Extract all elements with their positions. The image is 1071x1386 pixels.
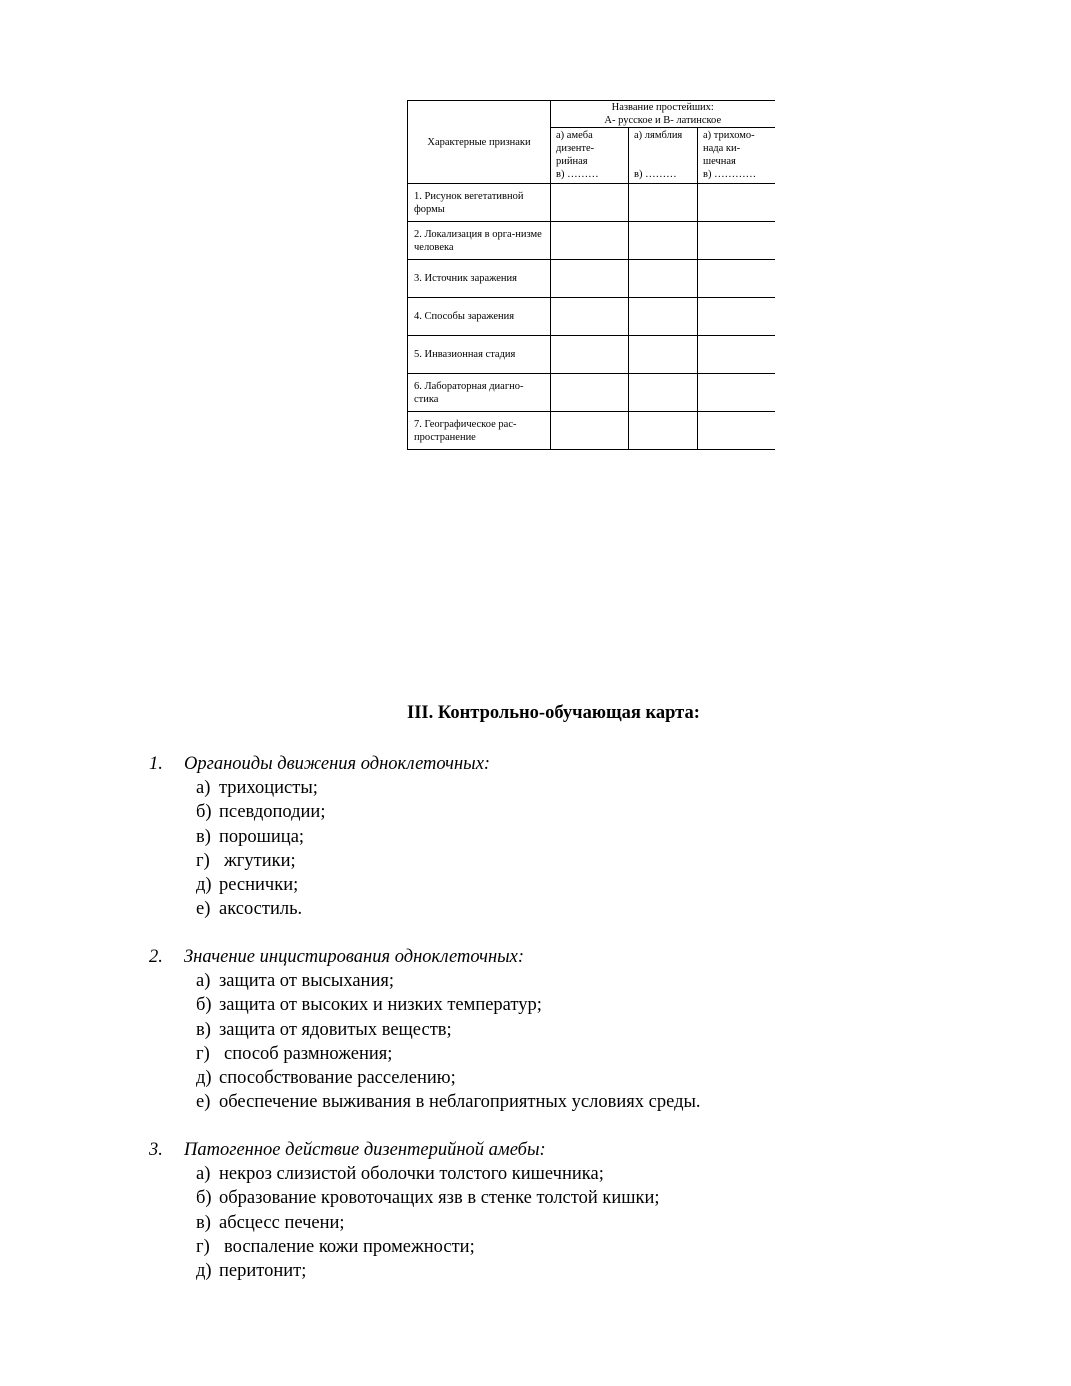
answer-cell[interactable]: [698, 374, 775, 412]
answer-option[interactable]: [149, 1042, 1029, 1066]
option-text: трихоцисты;: [219, 778, 318, 799]
option-text: перитонит;: [219, 1261, 307, 1282]
answer-cell[interactable]: [629, 298, 698, 336]
answer-option[interactable]: [149, 849, 1029, 873]
column-latin-blank: в) ………: [556, 169, 599, 180]
column-label: рийная: [556, 156, 588, 167]
group-header-line1: Название простейших:: [611, 102, 714, 113]
option-text: защита от ядовитых веществ;: [219, 1019, 452, 1040]
answer-option[interactable]: [149, 776, 1029, 800]
features-header: Характерные признаки: [427, 136, 531, 148]
answer-cell[interactable]: [629, 336, 698, 374]
answer-cell[interactable]: [551, 374, 629, 412]
answer-option[interactable]: [149, 1090, 1029, 1114]
option-letter: в): [196, 1212, 211, 1233]
row-label: 7. Географическое рас-пространение: [408, 412, 551, 450]
table-row: [408, 412, 775, 450]
answer-cell[interactable]: [551, 184, 629, 222]
option-text: образование кровоточащих язв в стенке толстой кишки;: [219, 1188, 660, 1209]
answer-cell[interactable]: [551, 298, 629, 336]
answer-cell[interactable]: [698, 222, 775, 260]
answer-cell[interactable]: [629, 222, 698, 260]
option-text: абсцесс печени;: [219, 1212, 345, 1233]
column-label: а) амеба: [556, 130, 593, 141]
question-number: 2.: [149, 947, 163, 967]
question-stem: [149, 752, 1029, 776]
option-letter: д): [196, 1068, 212, 1089]
option-text: псевдоподии;: [219, 802, 326, 823]
option-text: защита от высоких и низких температур;: [219, 995, 542, 1016]
table-row: [408, 298, 775, 336]
option-letter: д): [196, 1261, 212, 1282]
option-letter: г): [196, 1236, 210, 1257]
group-header-cell: [551, 101, 775, 128]
question-3: [149, 1138, 1029, 1283]
option-letter: е): [196, 1092, 211, 1113]
column-latin-blank: в) ………: [634, 169, 677, 180]
answer-cell[interactable]: [551, 336, 629, 374]
answer-cell[interactable]: [629, 412, 698, 450]
row-label: 3. Источник заражения: [408, 260, 551, 298]
answer-option[interactable]: [149, 873, 1029, 897]
option-text: аксостиль.: [219, 899, 303, 920]
option-letter: в): [196, 1019, 211, 1040]
table-row: [408, 184, 775, 222]
option-text: обеспечение выживания в неблагоприятных условиях среды.: [219, 1092, 701, 1113]
answer-option[interactable]: [149, 969, 1029, 993]
column-label: а) трихомо-: [703, 130, 755, 141]
row-label: 5. Инвазионная стадия: [408, 336, 551, 374]
question-text: Органоиды движения одноклеточных:: [184, 754, 491, 774]
option-text: способ размножения;: [224, 1043, 393, 1064]
option-letter: б): [196, 802, 212, 823]
option-letter: г): [196, 1043, 210, 1064]
table-row: [408, 222, 775, 260]
column-header-trichomonas: [698, 128, 775, 184]
option-letter: б): [196, 1188, 212, 1209]
table-row: [408, 336, 775, 374]
section-title: III. Контрольно-обучающая карта:: [407, 703, 700, 723]
answer-option[interactable]: [149, 1211, 1029, 1235]
answer-option[interactable]: [149, 1186, 1029, 1210]
column-header-amoeba: [551, 128, 629, 184]
question-number: 1.: [149, 754, 163, 774]
answer-option[interactable]: [149, 825, 1029, 849]
question-text: Значение инцистирования одноклеточных:: [184, 947, 525, 967]
column-label: шечная: [703, 156, 736, 167]
answer-cell[interactable]: [698, 298, 775, 336]
question-stem: [149, 945, 1029, 969]
answer-cell[interactable]: [629, 260, 698, 298]
option-letter: е): [196, 899, 211, 920]
column-header-giardia: [629, 128, 698, 184]
question-2: [149, 945, 1029, 1114]
group-header-line2: А- русское и В- латинское: [604, 115, 722, 126]
features-header-cell: [408, 101, 551, 184]
answer-cell[interactable]: [629, 374, 698, 412]
question-text: Патогенное действие дизентерийной амебы:: [184, 1140, 546, 1160]
column-latin-blank: в) …………: [703, 169, 757, 180]
answer-option[interactable]: [149, 1066, 1029, 1090]
answer-option[interactable]: [149, 993, 1029, 1017]
column-label: дизенте-: [556, 143, 595, 154]
answer-cell[interactable]: [698, 184, 775, 222]
answer-cell[interactable]: [698, 412, 775, 450]
table-row: [408, 374, 775, 412]
answer-option[interactable]: [149, 1259, 1029, 1283]
question-number: 3.: [149, 1140, 163, 1160]
option-text: способствование расселению;: [219, 1068, 456, 1089]
option-text: реснички;: [219, 875, 299, 896]
table-row: [408, 260, 775, 298]
row-label: 1. Рисунок вегетативной формы: [408, 184, 551, 222]
protozoa-table: [407, 100, 775, 450]
option-text: защита от высыхания;: [219, 971, 395, 992]
option-text: порошица;: [219, 826, 305, 847]
option-letter: б): [196, 995, 212, 1016]
answer-cell[interactable]: [698, 336, 775, 374]
answer-option[interactable]: [149, 1235, 1029, 1259]
column-label: нада ки-: [703, 143, 741, 154]
answer-cell[interactable]: [698, 260, 775, 298]
question-stem: [149, 1138, 1029, 1162]
answer-option[interactable]: [149, 1162, 1029, 1186]
answer-cell[interactable]: [629, 184, 698, 222]
answer-option[interactable]: [149, 897, 1029, 921]
row-label: 4. Способы заражения: [408, 298, 551, 336]
option-text: жгутики;: [224, 850, 296, 871]
option-letter: в): [196, 826, 211, 847]
row-label: 2. Локализация в орга-низме человека: [408, 222, 551, 260]
option-letter: а): [196, 1164, 211, 1185]
question-1: [149, 752, 1029, 921]
option-letter: а): [196, 971, 211, 992]
option-letter: а): [196, 778, 211, 799]
option-letter: г): [196, 850, 210, 871]
option-letter: д): [196, 875, 212, 896]
option-text: воспаление кожи промежности;: [224, 1236, 475, 1257]
answer-option[interactable]: [149, 800, 1029, 824]
column-label: а) лямблия: [634, 130, 683, 141]
option-text: некроз слизистой оболочки толстого кишечника;: [219, 1164, 604, 1185]
answer-cell[interactable]: [551, 412, 629, 450]
answer-option[interactable]: [149, 1018, 1029, 1042]
row-label: 6. Лабораторная диагно-стика: [408, 374, 551, 412]
answer-cell[interactable]: [551, 222, 629, 260]
answer-cell[interactable]: [551, 260, 629, 298]
